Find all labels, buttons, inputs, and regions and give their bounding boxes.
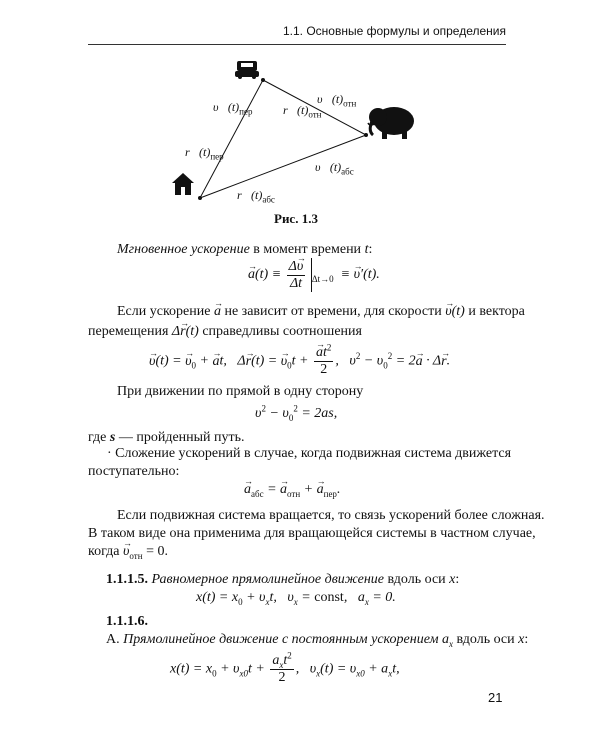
label-r-otn: $r⃗(t)_{отн}$ [283, 103, 322, 120]
r-per-vector [200, 80, 263, 198]
section-1115-number: 1.1.1.5. [106, 572, 148, 587]
page-number: 21 [488, 690, 503, 705]
mammoth-icon [368, 107, 414, 139]
section-1116-number: 1.1.1.6. [106, 614, 148, 629]
formula-kinematics: → υ(t) = → $\upsilon_0$ + → at, Δ→ r(t) = → $\upsilon_0t$ + → $\frac{at^2}{2}$ , $\upsilon^2 - \upsilon_0^2 = 2\to a \cdot \Delta\to r$. [149, 345, 450, 378]
paragraph-addition-2: поступательно: [88, 464, 180, 479]
formula-accel-def: → a(t) ≡ $\frac{\Delta\to \upsilon}{\Delta t}$ $_{\Delta t\to 0}$ ≡ → υ′(t). [248, 258, 380, 292]
car-icon [235, 61, 259, 79]
inst-accel-line: Мгновенное ускорение в момент времени t: [117, 242, 373, 257]
label-v-abs: $\upsilon⃗(t)_{абс}$ [315, 160, 354, 177]
paragraph-rotation-1: Если подвижная система вращается, то связь ускорений более сложная. [117, 508, 545, 523]
paragraph-addition-1: · Сложение ускорений в случае, когда подвижная система движется [107, 446, 512, 461]
paragraph-const-accel-1: Если ускорение → a не зависит от времени, для скорости → υ(t) и вектора [117, 302, 525, 322]
paragraph-rotation-3: когда → $\upsilon_{отн} = 0$. [88, 542, 168, 562]
formula-accel-addition: → $a_{абс}$ = → $a_{отн}$ + → $a_{пер}$. [244, 480, 340, 500]
paragraph-where-s: где s — пройденный путь. [88, 430, 245, 445]
label-v-otn: $\upsilon⃗(t)_{отн}$ [317, 92, 357, 109]
running-header-title: 1.1. Основные формулы и определения [283, 24, 506, 38]
label-v-per: $\upsilon⃗(t)_{пер}$ [213, 100, 253, 117]
formula-uniform-motion: $x(t) = x_0 + \upsilon_xt$, $\upsilon_x$ = const, $a_x = 0$. [196, 590, 396, 607]
inst-accel-term: Мгновенное ускорение [117, 242, 250, 257]
formula-path: $\upsilon^2 - \upsilon_0^2 = 2as$, [255, 403, 338, 423]
vector-diagram [150, 55, 450, 215]
section-1116-heading: А. Прямолинейное движение с постоянным ускорением $a_x$ вдоль оси x: [106, 632, 529, 649]
formula-uniform-accel: $x(t) = x_0 + \upsilon_{x0}t$ + $\frac{a_xt^2}{2}$ , $\upsilon_x(t) = \upsilon_{x0} + a_xt$, [170, 650, 400, 685]
section-1115-heading: 1.1.1.5. Равномерное прямолинейное движение вдоль оси x: [106, 572, 460, 587]
label-r-per: $r⃗(t)_{пер}$ [185, 145, 224, 162]
label-r-abs: $r⃗(t)_{абс}$ [237, 188, 275, 205]
paragraph-line-motion: При движении по прямой в одну сторону [117, 384, 364, 399]
house-icon [172, 173, 194, 195]
running-header [88, 24, 506, 45]
paragraph-const-accel-2: перемещения Δ→ r(t) справедливы соотношения [88, 322, 362, 342]
paragraph-rotation-2: В таком виде она применима для вращающейся системы в частном случае, [88, 526, 536, 541]
figure-caption: Рис. 1.3 [274, 211, 318, 226]
